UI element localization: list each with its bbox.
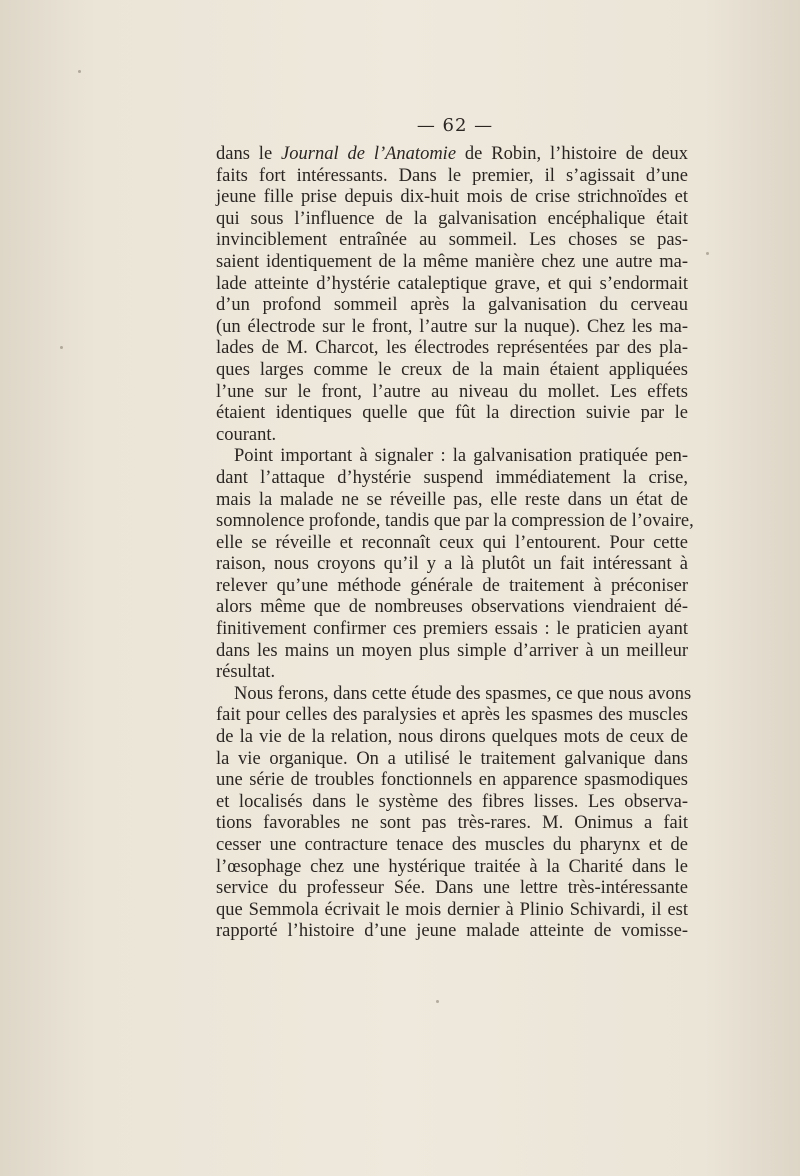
text-line: rapporté l’histoire d’une jeune malade atteinte de vomisse- [216, 921, 688, 942]
text-line: ques larges comme le creux de la main étaient appliquées [216, 359, 688, 380]
body-text [216, 144, 694, 943]
text-line: fait pour celles des paralysies et après les spasmes des muscles [216, 705, 688, 726]
text-line: résultat. [216, 662, 276, 683]
text-fragment: dans le [216, 144, 282, 164]
text-line: courant. [216, 424, 277, 445]
text-line [216, 144, 688, 166]
text-line: étaient identiques quelle que fût la direction suivie par le [216, 403, 688, 424]
text-line: de la vie de la relation, nous dirons quelques mots de ceux de [216, 727, 688, 748]
text-line: cesser une contracture tenace des muscles du pharynx et de [216, 835, 688, 855]
text-line: faits fort intéressants. Dans le premier, il s’agissait d’une [216, 165, 688, 186]
text-line: elle se réveille et reconnaît ceux qui l’entourent. Pour cette [216, 532, 688, 553]
text-line: (un électrode sur le front, l’autre sur la nuque). Chez les ma- [216, 316, 688, 337]
page-number: — 62 — [416, 115, 494, 136]
text-line: alors même que de nombreuses observations viendraient dé- [216, 597, 688, 618]
text-line: l’œsophage chez une hystérique traitée à la Charité dans le [216, 856, 688, 877]
text-line: invinciblement entraînée au sommeil. Les choses se pas- [216, 230, 688, 251]
text-line: une série de troubles fonctionnels en apparence spasmodiques [216, 770, 688, 791]
paper-speck [436, 1000, 439, 1003]
text-line: finitivement confirmer ces premiers essais : le praticien ayant [216, 619, 688, 640]
text-line: dans les mains un moyen plus simple d’arriver à un meilleur [216, 640, 688, 661]
text-line: d’un profond sommeil après la galvanisation du cerveau [216, 295, 688, 316]
text-line: Nous ferons, dans cette étude des spasmes, ce que nous avons [234, 683, 692, 704]
paper-speck [706, 252, 709, 255]
text-line: lade atteinte d’hystérie cataleptique grave, et qui s’endormait [216, 273, 688, 294]
text-line: jeune fille prise depuis dix-huit mois de crise strichnoïdes et [216, 187, 688, 208]
text-line: dant l’attaque d’hystérie suspend immédiatement la crise, [216, 467, 688, 488]
text-line: tions favorables ne sont pas très-rares. M. Onimus a fait [216, 813, 688, 834]
paper-speck [60, 346, 63, 349]
journal-title: Journal de l’Anatomie [281, 144, 457, 164]
text-line: saient identiquement de la même manière chez une autre ma- [216, 251, 688, 272]
text-line: que Semmola écrivait le mois dernier à Plinio Schivardi, il est [216, 899, 688, 920]
text-fragment: de Robin, l’histoire de deux [456, 144, 689, 164]
paper-speck [78, 70, 81, 73]
text-line: relever qu’une méthode générale de traitement à préconiser [216, 575, 688, 596]
text-line: l’une sur le front, l’autre au niveau du mollet. Les effets [216, 381, 688, 402]
text-line: Point important à signaler : la galvanisation pratiquée pen- [234, 446, 688, 467]
text-line: raison, nous croyons qu’il y a là plutôt un fait intéressant à [216, 554, 688, 575]
text-line: mais la malade ne se réveille pas, elle reste dans un état de [216, 489, 688, 510]
text-line: la vie organique. On a utilisé le traitement galvanique dans [216, 748, 688, 769]
text-line: et localisés dans le système des fibres lisses. Les observa- [216, 791, 688, 812]
text-line: lades de M. Charcot, les électrodes représentées par des pla- [216, 338, 688, 359]
text-line: somnolence profonde, tandis que par la compression de l’ovaire, [216, 511, 694, 532]
text-line: service du professeur Sée. Dans une lettre très-intéressante [216, 878, 688, 899]
text-line: qui sous l’influence de la galvanisation encéphalique était [216, 208, 688, 229]
